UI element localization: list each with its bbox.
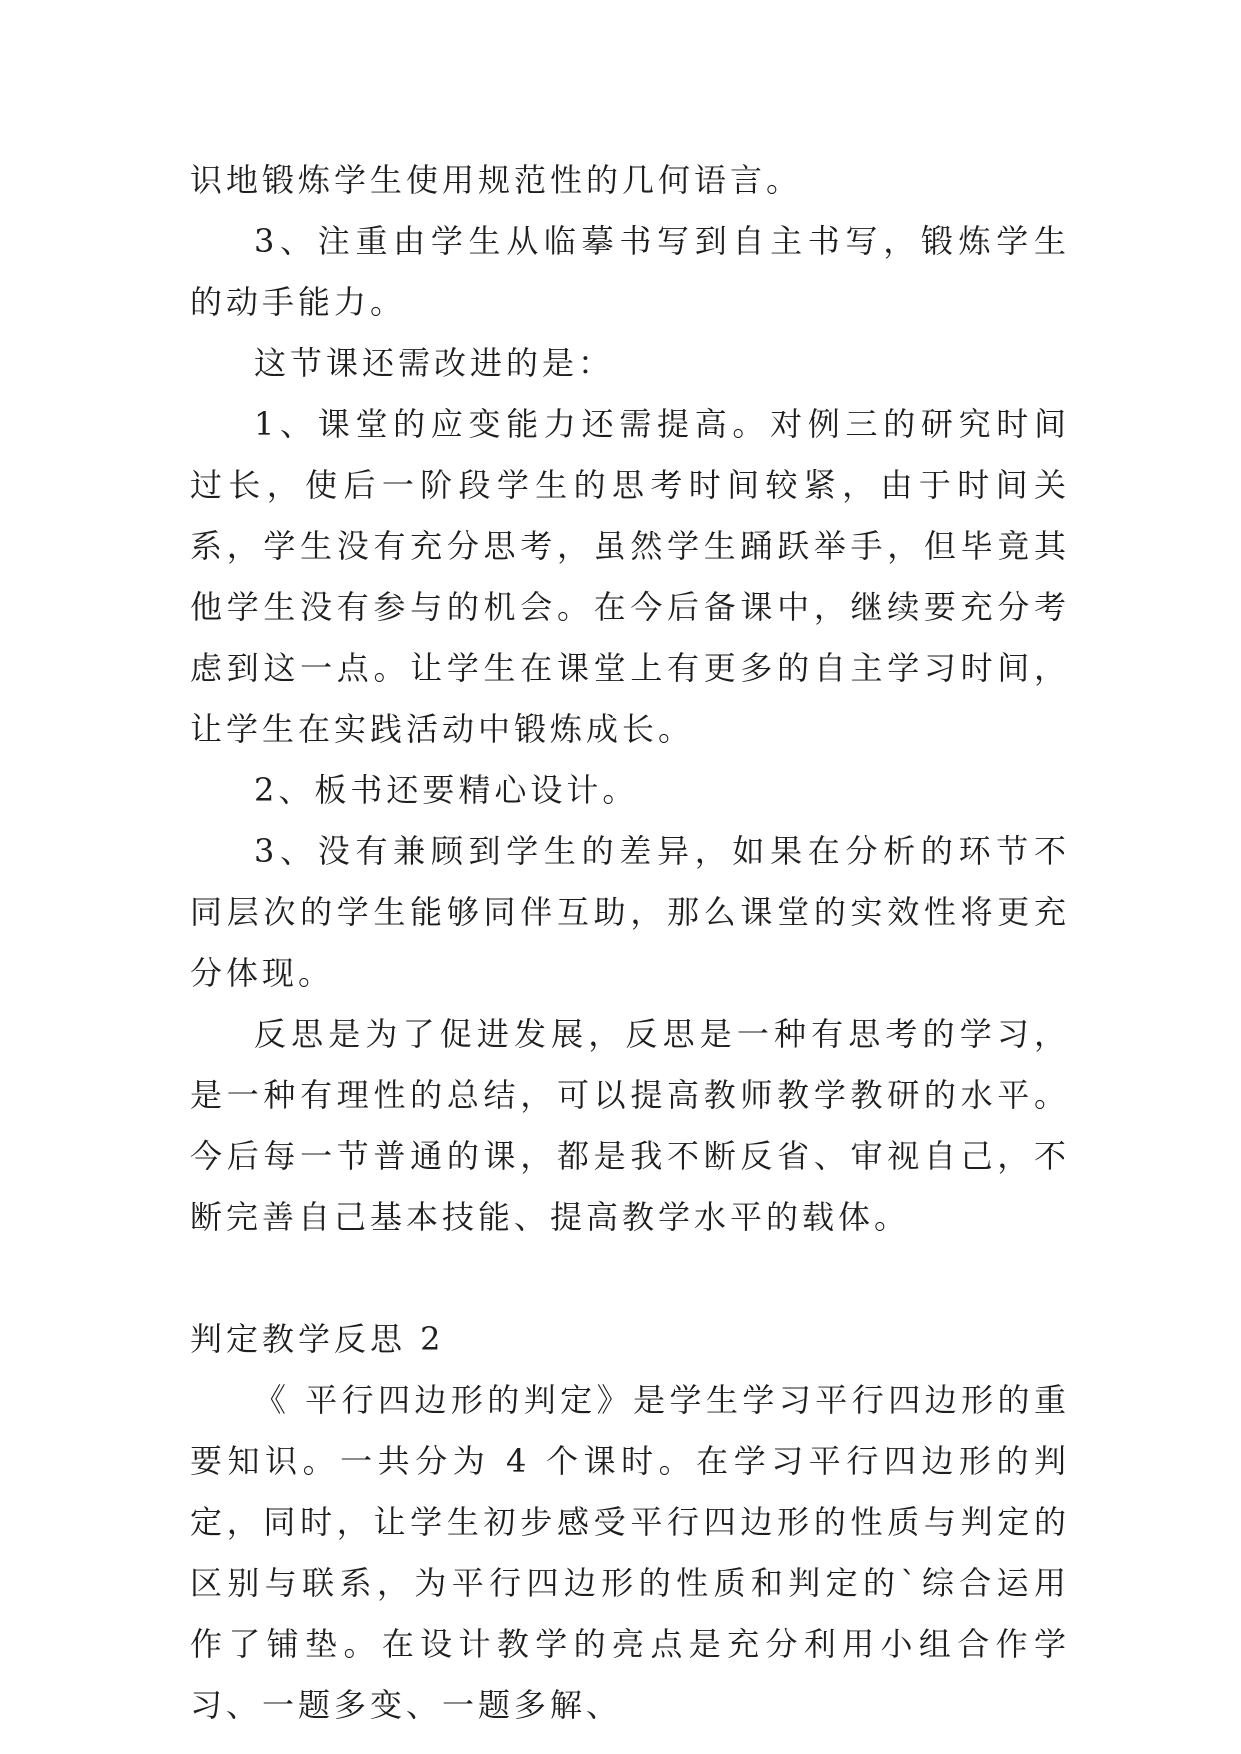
paragraph-6: 3、没有兼顾到学生的差异，如果在分析的环节不同层次的学生能够同伴互助，那么课堂的实效性将更充分体现。 — [190, 832, 1070, 992]
paragraph-3: 这节课还需改进的是： — [254, 344, 615, 382]
paragraph-7: 反思是为了促进发展，反思是一种有思考的学习，是一种有理性的总结，可以提高教师教学教研的水平。今后每一节普通的课，都是我不断反省、审视自己，不断完善自己基本技能、提高教学水平的载体。 — [190, 1015, 1070, 1236]
paragraph-4: 1、课堂的应变能力还需提高。对例三的研究时间过长，使后一阶段学生的思考时间较紧，由于时间关系，学生没有充分思考，虽然学生踊跃举手，但毕竟其他学生没有参与的机会。在今后备课中，继续要充分考虑到这一点。让学生在课堂上有更多的自主学习时间，让学生在实践活动中锻炼成长。 — [190, 405, 1070, 748]
paragraph-1: 识地锻炼学生使用规范性的几何语言。 — [190, 161, 803, 199]
section-paragraph-1: 《 平行四边形的判定》是学生学习平行四边形的重要知识。一共分为 4 个课时。在学习平行四边形的判定，同时，让学生初步感受平行四边形的性质与判定的区别与联系，为平行四边形的性质和判定的`综合运用作了铺垫。在设计教学的亮点是充分利用小组合作学习、一题多变、一题多解、 — [190, 1381, 1070, 1724]
paragraph-2: 3、注重由学生从临摹书写到自主书写，锻炼学生的动手能力。 — [190, 222, 1070, 321]
paragraph-5: 2、板书还要精心设计。 — [254, 771, 639, 809]
document-body — [190, 150, 1070, 1736]
section-heading: 判定教学反思 2 — [190, 1320, 445, 1358]
